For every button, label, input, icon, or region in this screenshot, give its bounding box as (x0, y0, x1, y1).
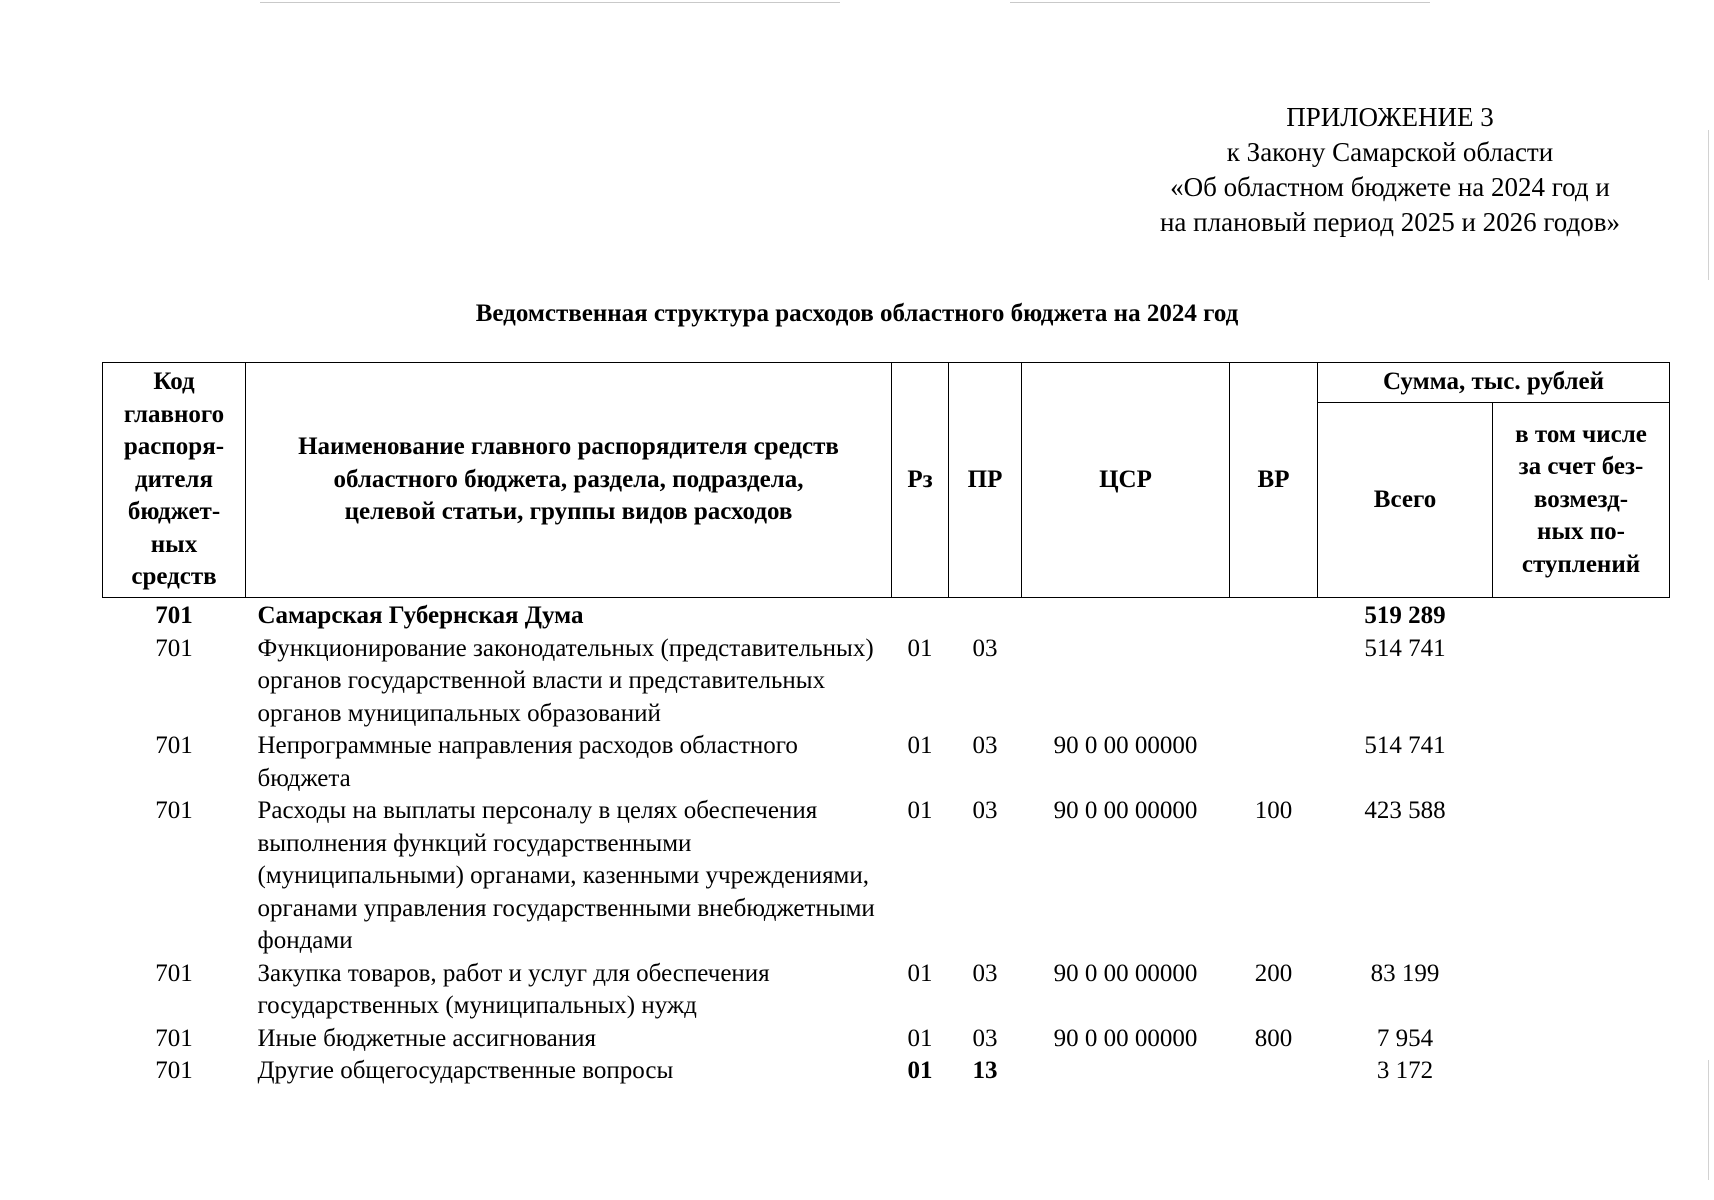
cell-vr: 800 (1254, 1024, 1293, 1052)
scan-artifact-line (260, 2, 840, 3)
cell-name: Расходы на выплаты персоналу в целях обеспечения выполнения функций государственными (муниципальными) органами, казенными учреждениями, органами управления государственными внебюджетными фондами (257, 797, 875, 954)
cell-rz: 01 (907, 1024, 933, 1052)
cell-total: 83 199 (1370, 959, 1440, 987)
header-sum-group: Сумма, тыс. рублей (1318, 363, 1670, 403)
cell-csr (1022, 1055, 1230, 1088)
table-row (103, 795, 1670, 958)
cell-rz: 01 (907, 732, 933, 759)
cell-rz: 01 (907, 634, 933, 662)
header-csr: ЦСР (1022, 363, 1230, 598)
cell-pr: 03 (972, 797, 998, 824)
appendix-header (1130, 100, 1650, 240)
header-name-line: целевой статьи, группы видов расходов (344, 498, 793, 526)
cell-total: 423 588 (1364, 797, 1446, 824)
cell-vr (1230, 633, 1318, 731)
header-incl-line: за счет без- (1518, 453, 1644, 481)
header-code (103, 363, 246, 598)
cell-name: Закупка товаров, работ и услуг для обеспечения государственных (муниципальных) нужд (257, 959, 770, 1019)
cell-total: 519 289 (1364, 602, 1446, 629)
cell-total: 3 172 (1376, 1057, 1434, 1084)
cell-pr: 03 (972, 1024, 998, 1052)
header-pr: ПР (949, 363, 1022, 598)
appendix-law-ref: к Закону Самарской области (1226, 137, 1554, 167)
cell-name: Функционирование законодательных (представительных) органов государственной власти и представительных органов муниципальных образований (257, 634, 874, 727)
cell-csr: 90 0 00 00000 (1053, 732, 1198, 759)
table-row (103, 633, 1670, 731)
table-row (103, 958, 1670, 1023)
table-row (103, 1023, 1670, 1056)
cell-pr: 03 (972, 732, 998, 759)
cell-code: 701 (155, 732, 193, 759)
scan-artifact-edge (1708, 1060, 1709, 1180)
header-incl-line: возмезд- (1533, 485, 1629, 513)
header-incl-line: в том числе (1515, 420, 1647, 448)
header-code-line: Код (153, 368, 195, 396)
header-name-line: Наименование главного распорядителя средств (298, 433, 839, 461)
cell-csr: 90 0 00 00000 (1053, 797, 1198, 824)
cell-total: 514 741 (1364, 634, 1446, 662)
cell-vr: 200 (1254, 959, 1293, 987)
cell-incl (1493, 795, 1670, 958)
cell-code: 701 (155, 1057, 193, 1084)
cell-code: 701 (155, 634, 193, 662)
header-rz: Рз (892, 363, 949, 598)
cell-vr (1230, 1055, 1318, 1088)
cell-rz: 01 (907, 1057, 933, 1084)
appendix-law-title-2: на плановый период 2025 и 2026 годов» (1159, 207, 1621, 237)
cell-rz (892, 598, 949, 633)
cell-name: Непрограммные направления расходов областного бюджета (257, 732, 798, 792)
header-total: Всего (1318, 403, 1493, 598)
appendix-law-title-1: «Об областном бюджете на 2024 год и (1170, 172, 1610, 202)
cell-code: 701 (155, 602, 193, 629)
cell-incl (1493, 730, 1670, 795)
cell-csr (1022, 633, 1230, 731)
cell-pr: 13 (972, 1057, 998, 1084)
cell-incl (1493, 598, 1670, 633)
scan-artifact-edge (1708, 130, 1709, 280)
header-code-line: распоря- (123, 433, 225, 461)
cell-code: 701 (155, 959, 193, 987)
cell-csr: 90 0 00 00000 (1053, 959, 1198, 987)
appendix-number: ПРИЛОЖЕНИЕ 3 (1286, 102, 1494, 132)
cell-pr: 03 (972, 634, 998, 662)
cell-csr: 90 0 00 00000 (1053, 1024, 1198, 1052)
cell-rz: 01 (907, 959, 933, 987)
cell-incl (1493, 1055, 1670, 1088)
header-code-line: бюджет- (127, 498, 221, 526)
cell-name: Иные бюджетные ассигнования (257, 1024, 597, 1052)
table-row (103, 598, 1670, 633)
cell-incl (1493, 633, 1670, 731)
cell-vr (1230, 730, 1318, 795)
header-incl-line: ступлений (1521, 550, 1641, 578)
cell-total: 514 741 (1364, 732, 1446, 759)
cell-name: Другие общегосударственные вопросы (257, 1057, 674, 1084)
cell-vr (1230, 598, 1318, 633)
document-title: Ведомственная структура расходов областного бюджета на 2024 год (475, 300, 1239, 327)
cell-incl (1493, 958, 1670, 1023)
cell-pr: 03 (972, 959, 998, 987)
table-row (103, 730, 1670, 795)
header-incl (1493, 403, 1670, 598)
header-name-line: областного бюджета, раздела, подраздела, (333, 465, 804, 493)
header-code-line: средств (131, 563, 217, 591)
cell-code: 701 (155, 1024, 193, 1052)
header-code-line: ных (150, 530, 198, 558)
cell-code: 701 (155, 797, 193, 824)
header-incl-line: ных по- (1537, 518, 1625, 546)
budget-table (102, 362, 1670, 1088)
table-row (103, 1055, 1670, 1088)
header-vr: ВР (1230, 363, 1318, 598)
cell-name: Самарская Губернская Дума (257, 602, 584, 629)
cell-total: 7 954 (1376, 1024, 1434, 1052)
header-code-line: дителя (135, 465, 213, 493)
scan-artifact-line (1010, 2, 1430, 3)
cell-csr (1022, 598, 1230, 633)
header-code-line: главного (123, 400, 225, 428)
header-name (246, 363, 892, 598)
cell-vr: 100 (1254, 797, 1293, 824)
cell-pr (949, 598, 1022, 633)
cell-rz: 01 (907, 797, 933, 824)
cell-incl (1493, 1023, 1670, 1056)
